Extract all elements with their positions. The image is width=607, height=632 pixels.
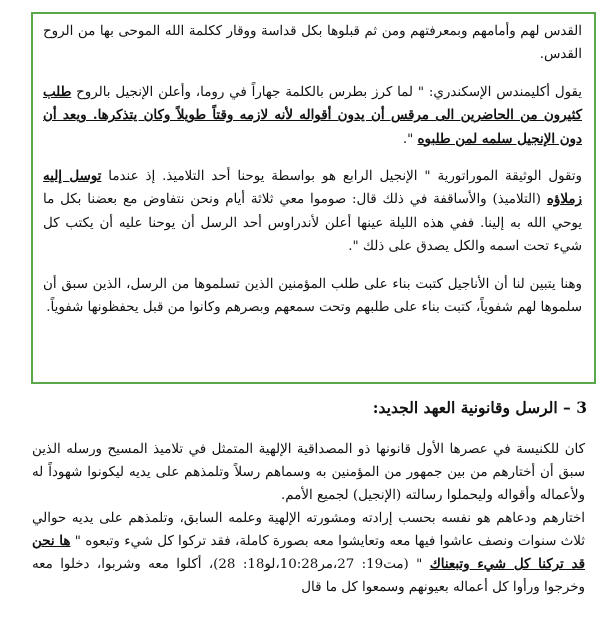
section-body	[32, 438, 585, 599]
paragraph: كان للكنيسة في عصرها الأول قانونها ذو المصداقية الإلهية المتمثل في تلاميذ المسيح ورسله الذين سبق أن أختارهم من بين جمهور من المؤمنين به وسماهم رسلاً وتلمذهم على يديه ليكونوا شهوداً له ولأعماله وأقواله وليحملوا رسالته (الإنجيل) لجميع الأمم.	[32, 442, 585, 503]
section-heading: 3 – الرسل وقانونية العهد الجديد:	[372, 398, 587, 417]
paragraph-text: اختارهم ودعاهم هو نفسه بحسب إرادته ومشورته الإلهية وعلمه السابق، وتلمذهم على يديه حوالي ثلاث سنوات ونصف عاشوا فيها معه وتعايشوا معه بصورة كاملة، فقد تركوا كل شيء وتبعوه "	[32, 511, 585, 549]
paragraph-text: يقول أكليمندس الإسكندري: " لما كرز بطرس بالكلمة جهاراً في روما، وأعلن الإنجيل بالروح	[71, 84, 582, 100]
paragraph-text: (التلاميذ) والأساقفة في ذلك قال: صوموا معي ثلاثة أيام ونحن نتفاوض مع بعضنا بكل ما يوحي الله به إلينا. ففي هذه الليلة عينها أعلن لأندراوس أحد الرسل أن يوحنا عليه أن يكتب كل شيء تحت اسمه والكل يصدق على ذلك ".	[43, 192, 582, 255]
emphasized-text: ها نحن قد تركنا كل شيء وتبعناك	[32, 533, 585, 572]
emphasized-text: توسل إليه زملاؤه	[43, 168, 582, 208]
quote-box	[31, 12, 596, 384]
paragraph	[32, 507, 585, 599]
paragraph-text: " (مت19: 27،مر10:28،لو18: 28)، أكلوا معه وشربوا، دخلوا معه وخرجوا ورأوا كل أعماله بعيونهم وسمعوا كل ما قال	[32, 557, 585, 595]
paragraph-text: وتقول الوثيقة الموراتورية " الإنجيل الرابع هو بواسطة يوحنا أحد التلاميذ. إذ عندما	[101, 169, 582, 185]
paragraph-text: ".	[402, 131, 418, 147]
paragraph	[43, 165, 582, 259]
paragraph: وهنا يتبين لنا أن الأناجيل كتبت بناء على طلب المؤمنين الذين تسلموها من الرسل، الذين سبق أن سلموها لهم شفوياً، كتبت بناء على طلبهم وتحت سمعهم وبصرهم وكانوا من قبل يحفظونها شفوياً.	[43, 276, 582, 316]
paragraph: القدس لهم وأمامهم وبمعرفتهم ومن ثم قبلوها بكل قداسة ووقار ككلمة الله الموحى بها من الروح القدس.	[43, 24, 582, 63]
paragraph	[43, 81, 582, 151]
emphasized-text: طلب كثيرون من الحاضرين الى مرقس أن يدون أقواله لأنه لازمه وقتاً طويلاً وكان يتذكرها. ويعد أن دون الإنجيل سلمه لمن طلبوه	[43, 83, 582, 147]
